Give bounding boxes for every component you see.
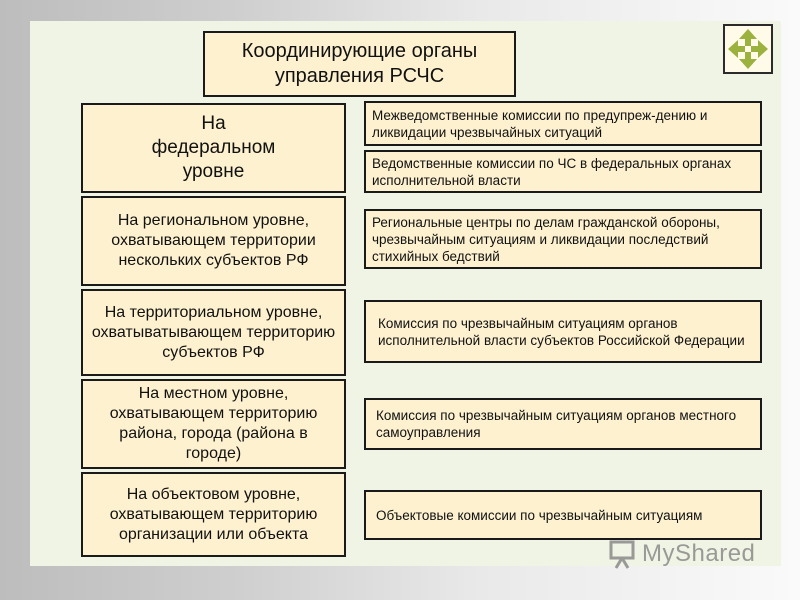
- level-object-label: На объектовом уровне, охватывающем территорию организации или объекта: [109, 485, 318, 543]
- body-interagency-commissions: [364, 101, 762, 146]
- body-local-text: Комиссия по чрезвычайным ситуациям органов местного самоуправления: [376, 408, 737, 440]
- four-way-arrows-icon: [725, 26, 771, 72]
- body-departmental-commissions: [364, 150, 762, 193]
- level-regional-label: На региональном уровне, охватывающем территории нескольких субъектов РФ: [111, 212, 316, 269]
- diagram-title: [203, 31, 516, 97]
- body-object-text: Объектовые комиссии по чрезвычайным ситуациям: [376, 507, 703, 523]
- title-text: Координирующие органы управления РСЧС: [241, 40, 478, 87]
- body-departmental-text: Ведомственные комиссии по ЧС в федеральных органах исполнительной власти: [372, 155, 732, 188]
- body-local-commission: [364, 398, 762, 450]
- level-local-label: На местном уровне, охватывающем территорию района, города (района в городе): [109, 385, 318, 462]
- watermark-text: MyShared: [642, 540, 756, 567]
- watermark: [608, 534, 778, 574]
- body-regional-text: Региональные центры по делам гражданской обороны, чрезвычайным ситуациям и ликвидации последствий стихийных бедствий: [372, 214, 720, 264]
- body-interagency-text: Межведомственные комиссии по предупреж-дению и ликвидации чрезвычайных ситуаций: [372, 107, 708, 140]
- level-local: [81, 379, 346, 469]
- level-territorial-label: На территориальном уровне, охватыватывающем территорию субъектов РФ: [91, 303, 336, 361]
- presentation-board-icon: [608, 538, 636, 570]
- body-regional-centers: [364, 209, 762, 269]
- level-federal-label: На федеральном уровне: [151, 113, 276, 182]
- level-object: [81, 472, 346, 557]
- navigation-button[interactable]: [723, 24, 773, 74]
- body-object-commissions: [364, 490, 762, 540]
- level-territorial: [81, 289, 346, 376]
- level-federal: [81, 103, 346, 193]
- body-subject-commission: [364, 300, 762, 363]
- body-subject-text: Комиссия по чрезвычайным ситуациям органов исполнительной власти субъектов Российской Федерации: [378, 315, 745, 348]
- level-regional: [81, 196, 346, 286]
